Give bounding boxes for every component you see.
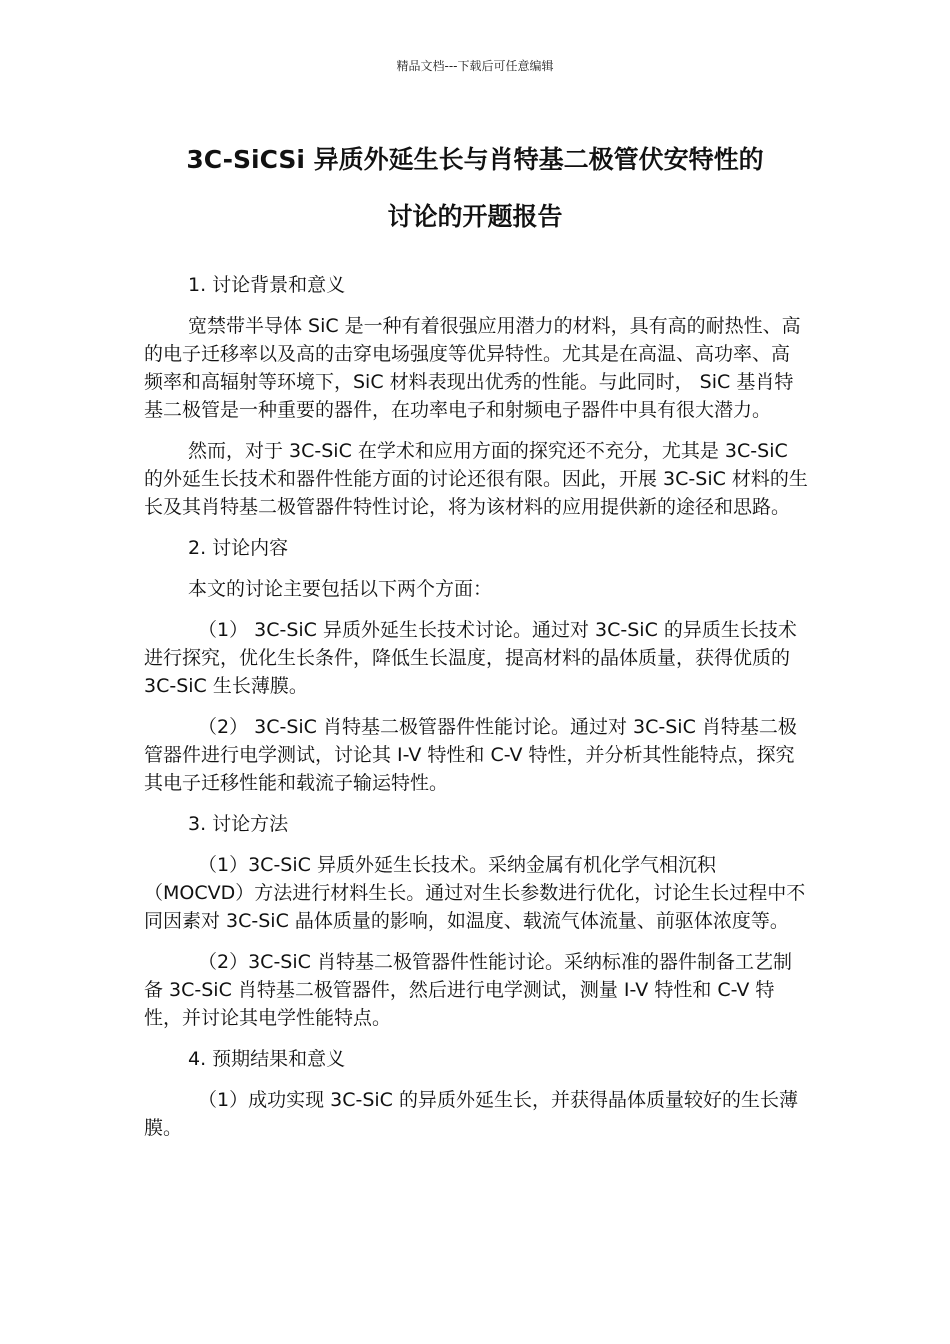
paragraph-background-2: 然而，对于 3C-SiC 在学术和应用方面的探究还不充分，尤其是 3C-SiC 的外延生长技术和器件性能方面的讨论还很有限。因此，开展 3C-SiC 材料的生长及其肖特基二极管器件特性讨论，将为该材料的应用提供新的途径和思路。: [144, 440, 808, 518]
section-heading-background: 1. 讨论背景和意义: [188, 274, 346, 296]
document-body: [144, 271, 808, 1155]
section-heading-content: 2. 讨论内容: [188, 537, 289, 559]
list-item-content-1: （1） 3C-SiC 异质外延生长技术讨论。通过对 3C-SiC 的异质生长技术进行探究，优化生长条件，降低生长温度，提高材料的晶体质量，获得优质的 3C-SiC 生长薄膜。: [144, 619, 797, 697]
section-heading-expected-results: 4. 预期结果和意义: [188, 1048, 346, 1070]
paragraph-background-1: 宽禁带半导体 SiC 是一种有着很强应用潜力的材料，具有高的耐热性、高的电子迁移率以及高的击穿电场强度等优异特性。尤其是在高温、高功率、高频率和高辐射等环境下，SiC 材料表现出优秀的性能。与此同时， SiC 基肖特基二极管是一种重要的器件，在功率电子和射频电子器件中具有很大潜力。: [144, 315, 801, 421]
paragraph-content-intro: 本文的讨论主要包括以下两个方面：: [188, 578, 493, 600]
list-item-methods-2: （2）3C-SiC 肖特基二极管器件性能讨论。采纳标准的器件制备工艺制备 3C-SiC 肖特基二极管器件，然后进行电学测试，测量 I-V 特性和 C-V 特性，并讨论其电学性能特点。: [144, 951, 792, 1029]
list-item-methods-1: （1）3C-SiC 异质外延生长技术。采纳金属有机化学气相沉积（MOCVD）方法进行材料生长。通过对生长参数进行优化，讨论生长过程中不同因素对 3C-SiC 晶体质量的影响，如温度、载流气体流量、前驱体浓度等。: [144, 854, 806, 932]
list-item-content-2: （2） 3C-SiC 肖特基二极管器件性能讨论。通过对 3C-SiC 肖特基二极管器件进行电学测试，讨论其 I-V 特性和 C-V 特性，并分析其性能特点，探究其电子迁移性能和载流子输运特性。: [144, 716, 797, 794]
list-item-expected-results-1: （1）成功实现 3C-SiC 的异质外延生长，并获得晶体质量较好的生长薄膜。: [144, 1089, 798, 1139]
header-note: 精品文档---下载后可任意编辑: [396, 59, 554, 73]
section-heading-methods: 3. 讨论方法: [188, 813, 289, 835]
document-title-line-2: 讨论的开题报告: [387, 202, 563, 231]
document-title-line-1: 3C-SiCSi 异质外延生长与肖特基二极管伏安特性的: [186, 145, 764, 174]
